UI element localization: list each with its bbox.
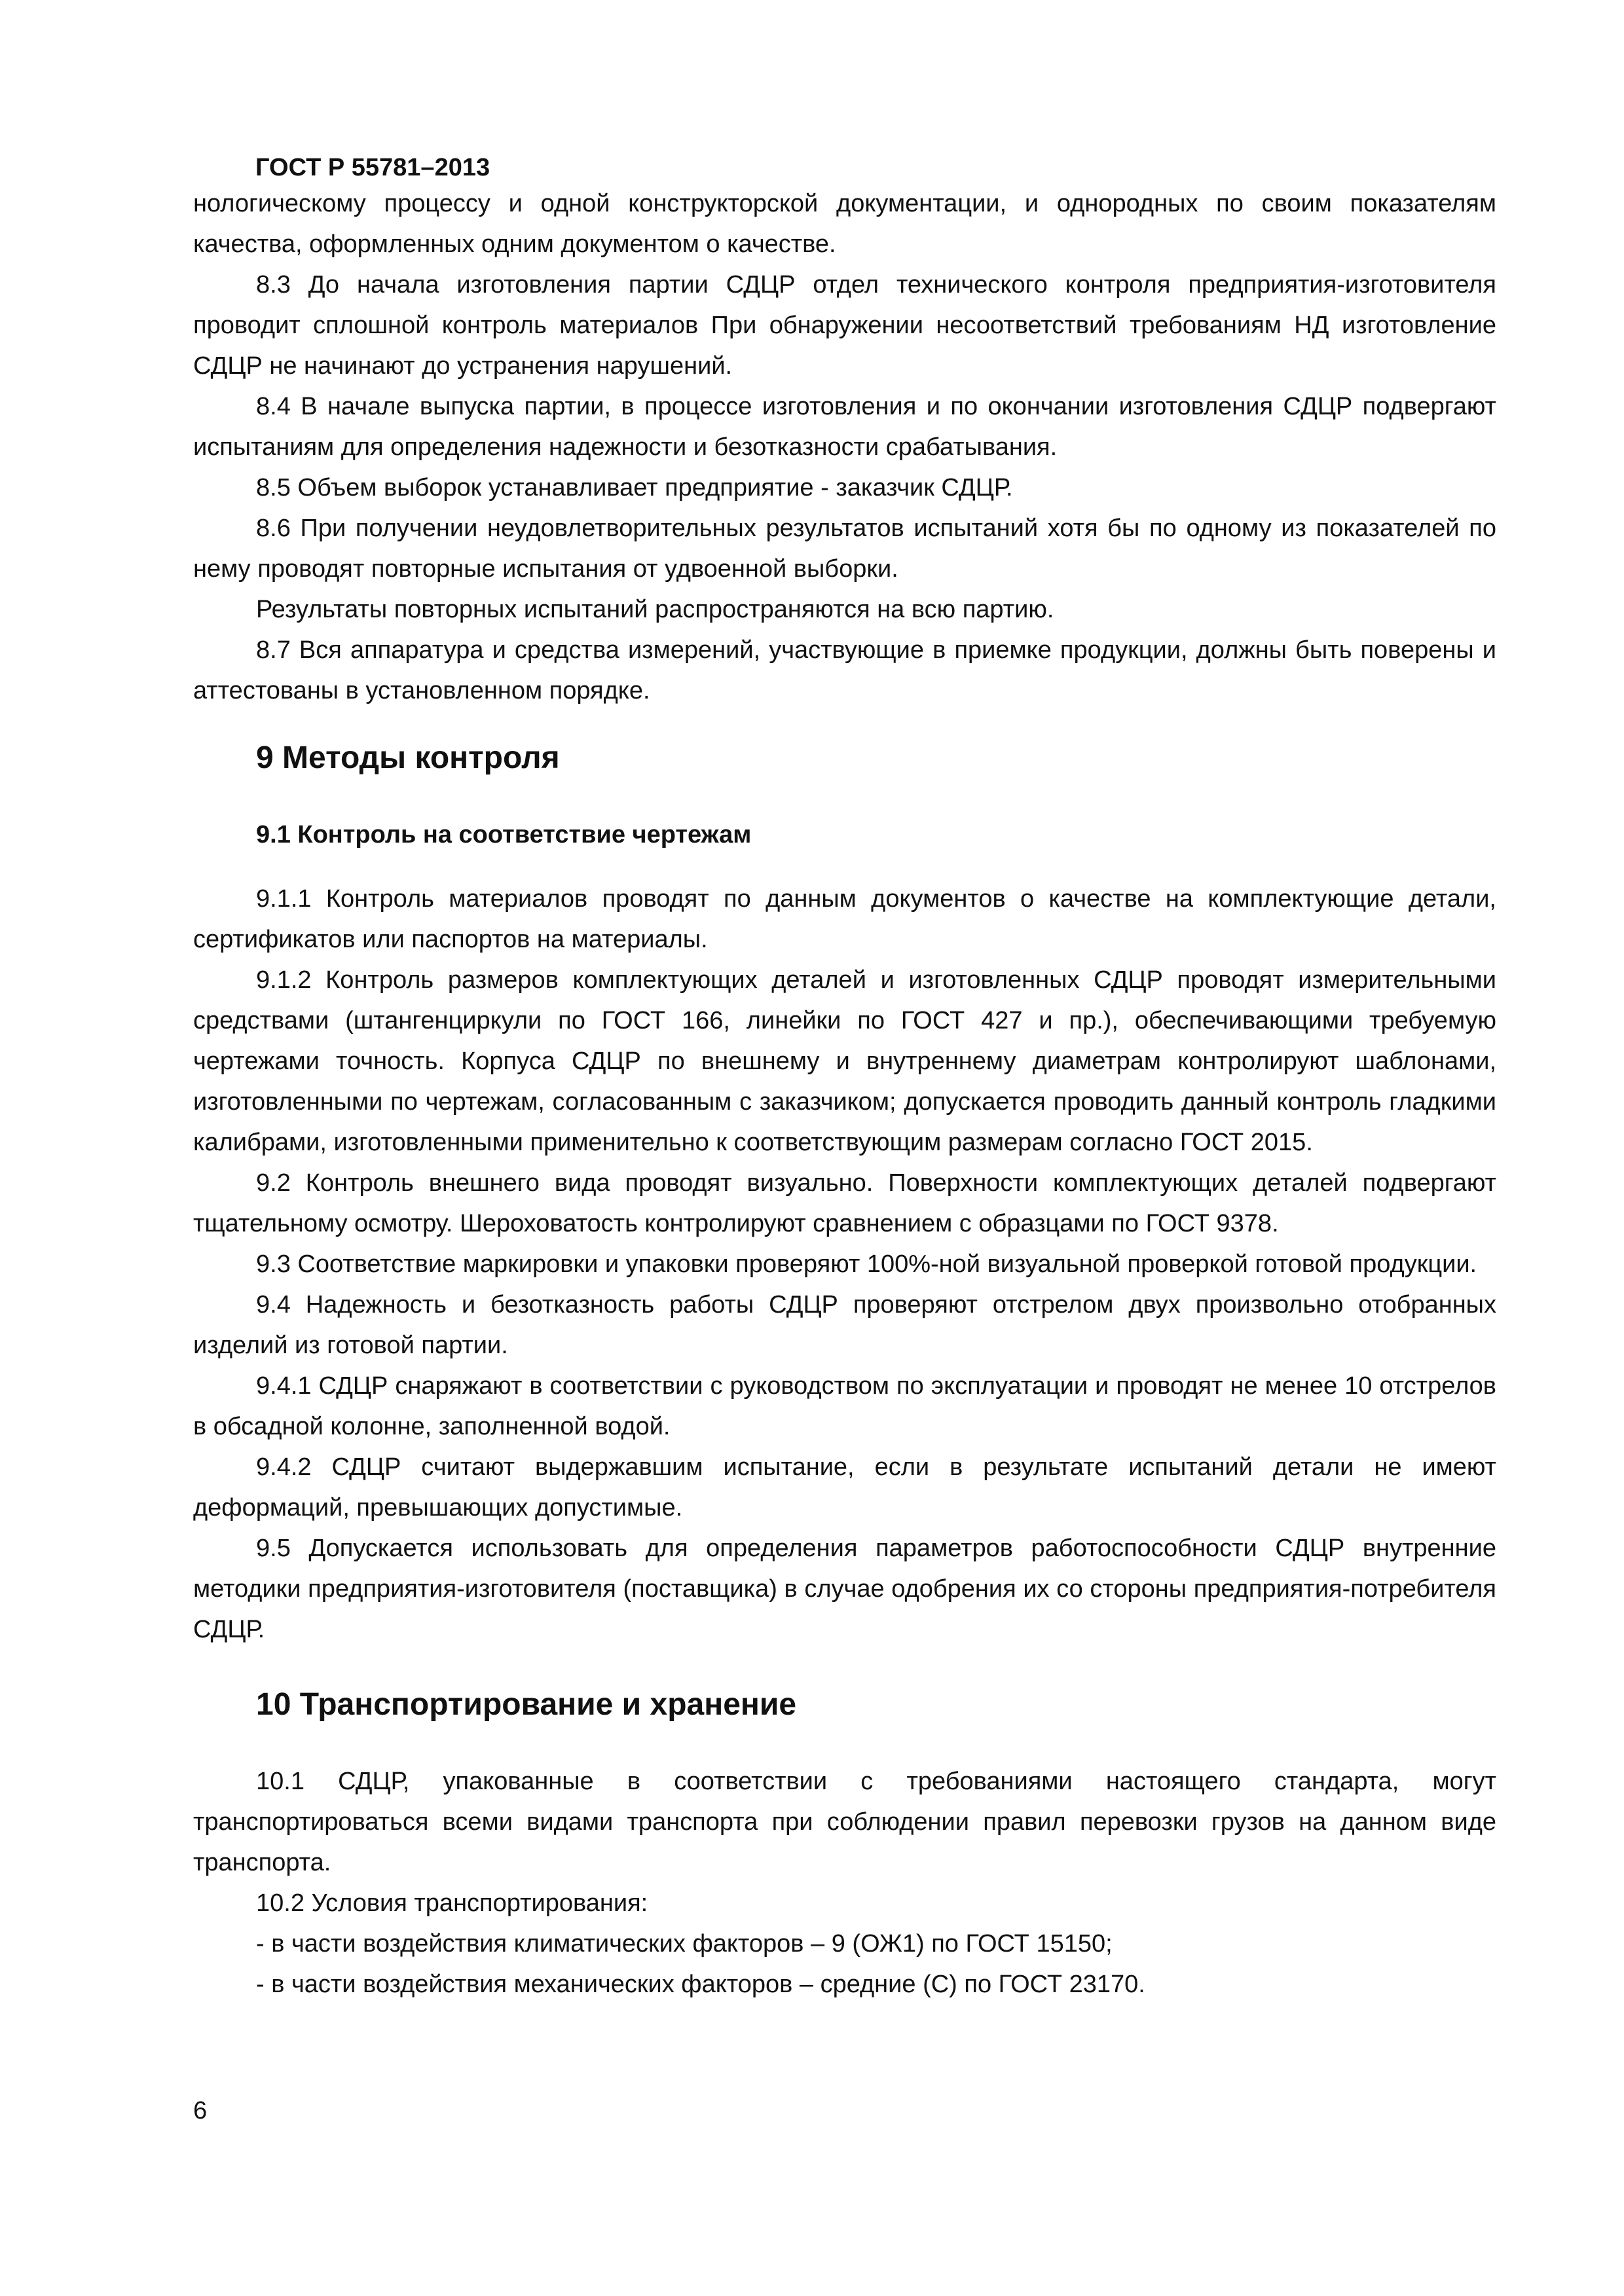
section-heading-9: 9 Методы контроля — [256, 740, 560, 775]
subsection-heading-9-1: 9.1 Контроль на соответствие чертежам — [256, 821, 752, 848]
paragraph-8-4: 8.4 В начале выпуска партии, в процессе изготовления и по окончании изготовления СДЦР подвергают испытаниям для определения надежности и безотказности срабатывания. — [193, 393, 1496, 461]
paragraph-9-1-2: 9.1.2 Контроль размеров комплектующих деталей и изготовленных СДЦР проводят измерительными средствами (штангенциркули по ГОСТ 166, линейки по ГОСТ 427 и пр.), обеспечивающими требуемую чертежами точность. Корпуса СДЦР по внешнему и внутреннему диаметрам контролируют шаблонами, изготовленными по чертежам, согласованным с заказчиком; допускается проводить данный контроль гладкими калибрами, изготовленными применительно к соответствующим размерам согласно ГОСТ 2015. — [193, 966, 1496, 1156]
paragraph-9-4-2: 9.4.2 СДЦР считают выдержавшим испытание, если в результате испытаний детали не имеют деформаций, превышающих допустимые. — [193, 1453, 1496, 1522]
paragraph-continuation: нологическому процессу и одной конструкторской документации, и однородных по своим показателям качества, оформленных одним документом о качестве. — [193, 190, 1496, 258]
paragraph-8-6: 8.6 При получении неудовлетворительных результатов испытаний хотя бы по одному из показателей по нему проводят повторные испытания от удвоенной выборки. — [193, 515, 1496, 583]
paragraph-9-5: 9.5 Допускается использовать для определения параметров работоспособности СДЦР внутренние методики предприятия-изготовителя (поставщика) в случае одобрения их со стороны предприятия-потребителя СДЦР. — [193, 1535, 1496, 1643]
paragraph-8-6-results: Результаты повторных испытаний распространяются на всю партию. — [256, 596, 1054, 623]
paragraph-9-2: 9.2 Контроль внешнего вида проводят визуально. Поверхности комплектующих деталей подвергают тщательному осмотру. Шероховатость контролируют сравнением с образцами по ГОСТ 9378. — [193, 1169, 1496, 1237]
paragraph-10-2: 10.2 Условия транспортирования: — [256, 1889, 648, 1917]
paragraph-8-3: 8.3 До начала изготовления партии СДЦР отдел технического контроля предприятия-изготовителя проводит сплошной контроль материалов При обнаружении несоответствий требованиям НД изготовление СДЦР не начинают до устранения нарушений. — [193, 271, 1496, 380]
section-heading-10: 10 Транспортирование и хранение — [256, 1687, 797, 1722]
paragraph-9-4-1: 9.4.1 СДЦР снаряжают в соответствии с руководством по эксплуатации и проводят не менее 10 отстрелов в обсадной колонне, заполненной водой. — [193, 1372, 1496, 1440]
paragraph-9-1-1: 9.1.1 Контроль материалов проводят по данным документов о качестве на комплектующие детали, сертификатов или паспортов на материалы. — [193, 885, 1496, 953]
paragraph-8-7: 8.7 Вся аппаратура и средства измерений, участвующие в приемке продукции, должны быть поверены и аттестованы в установленном порядке. — [193, 636, 1496, 704]
document-code: ГОСТ Р 55781–2013 — [255, 154, 490, 181]
list-item-mechanical: - в части воздействия механических факторов – средние (С) по ГОСТ 23170. — [256, 1971, 1145, 1998]
paragraph-8-5: 8.5 Объем выборок устанавливает предприятие - заказчик СДЦР. — [256, 474, 1013, 501]
paragraph-9-3: 9.3 Соответствие маркировки и упаковки проверяют 100%-ной визуальной проверкой готовой продукции. — [256, 1250, 1477, 1278]
paragraph-10-1: 10.1 СДЦР, упакованные в соответствии с требованиями настоящего стандарта, могут транспортироваться всеми видами транспорта при соблюдении правил перевозки грузов на данном виде транспорта. — [193, 1768, 1496, 1876]
document-body — [193, 183, 1496, 2005]
list-item-climatic: - в части воздействия климатических факторов – 9 (ОЖ1) по ГОСТ 15150; — [256, 1930, 1113, 1958]
paragraph-9-4: 9.4 Надежность и безотказность работы СДЦР проверяют отстрелом двух произвольно отобранных изделий из готовой партии. — [193, 1291, 1496, 1359]
page-number: 6 — [193, 2097, 208, 2124]
